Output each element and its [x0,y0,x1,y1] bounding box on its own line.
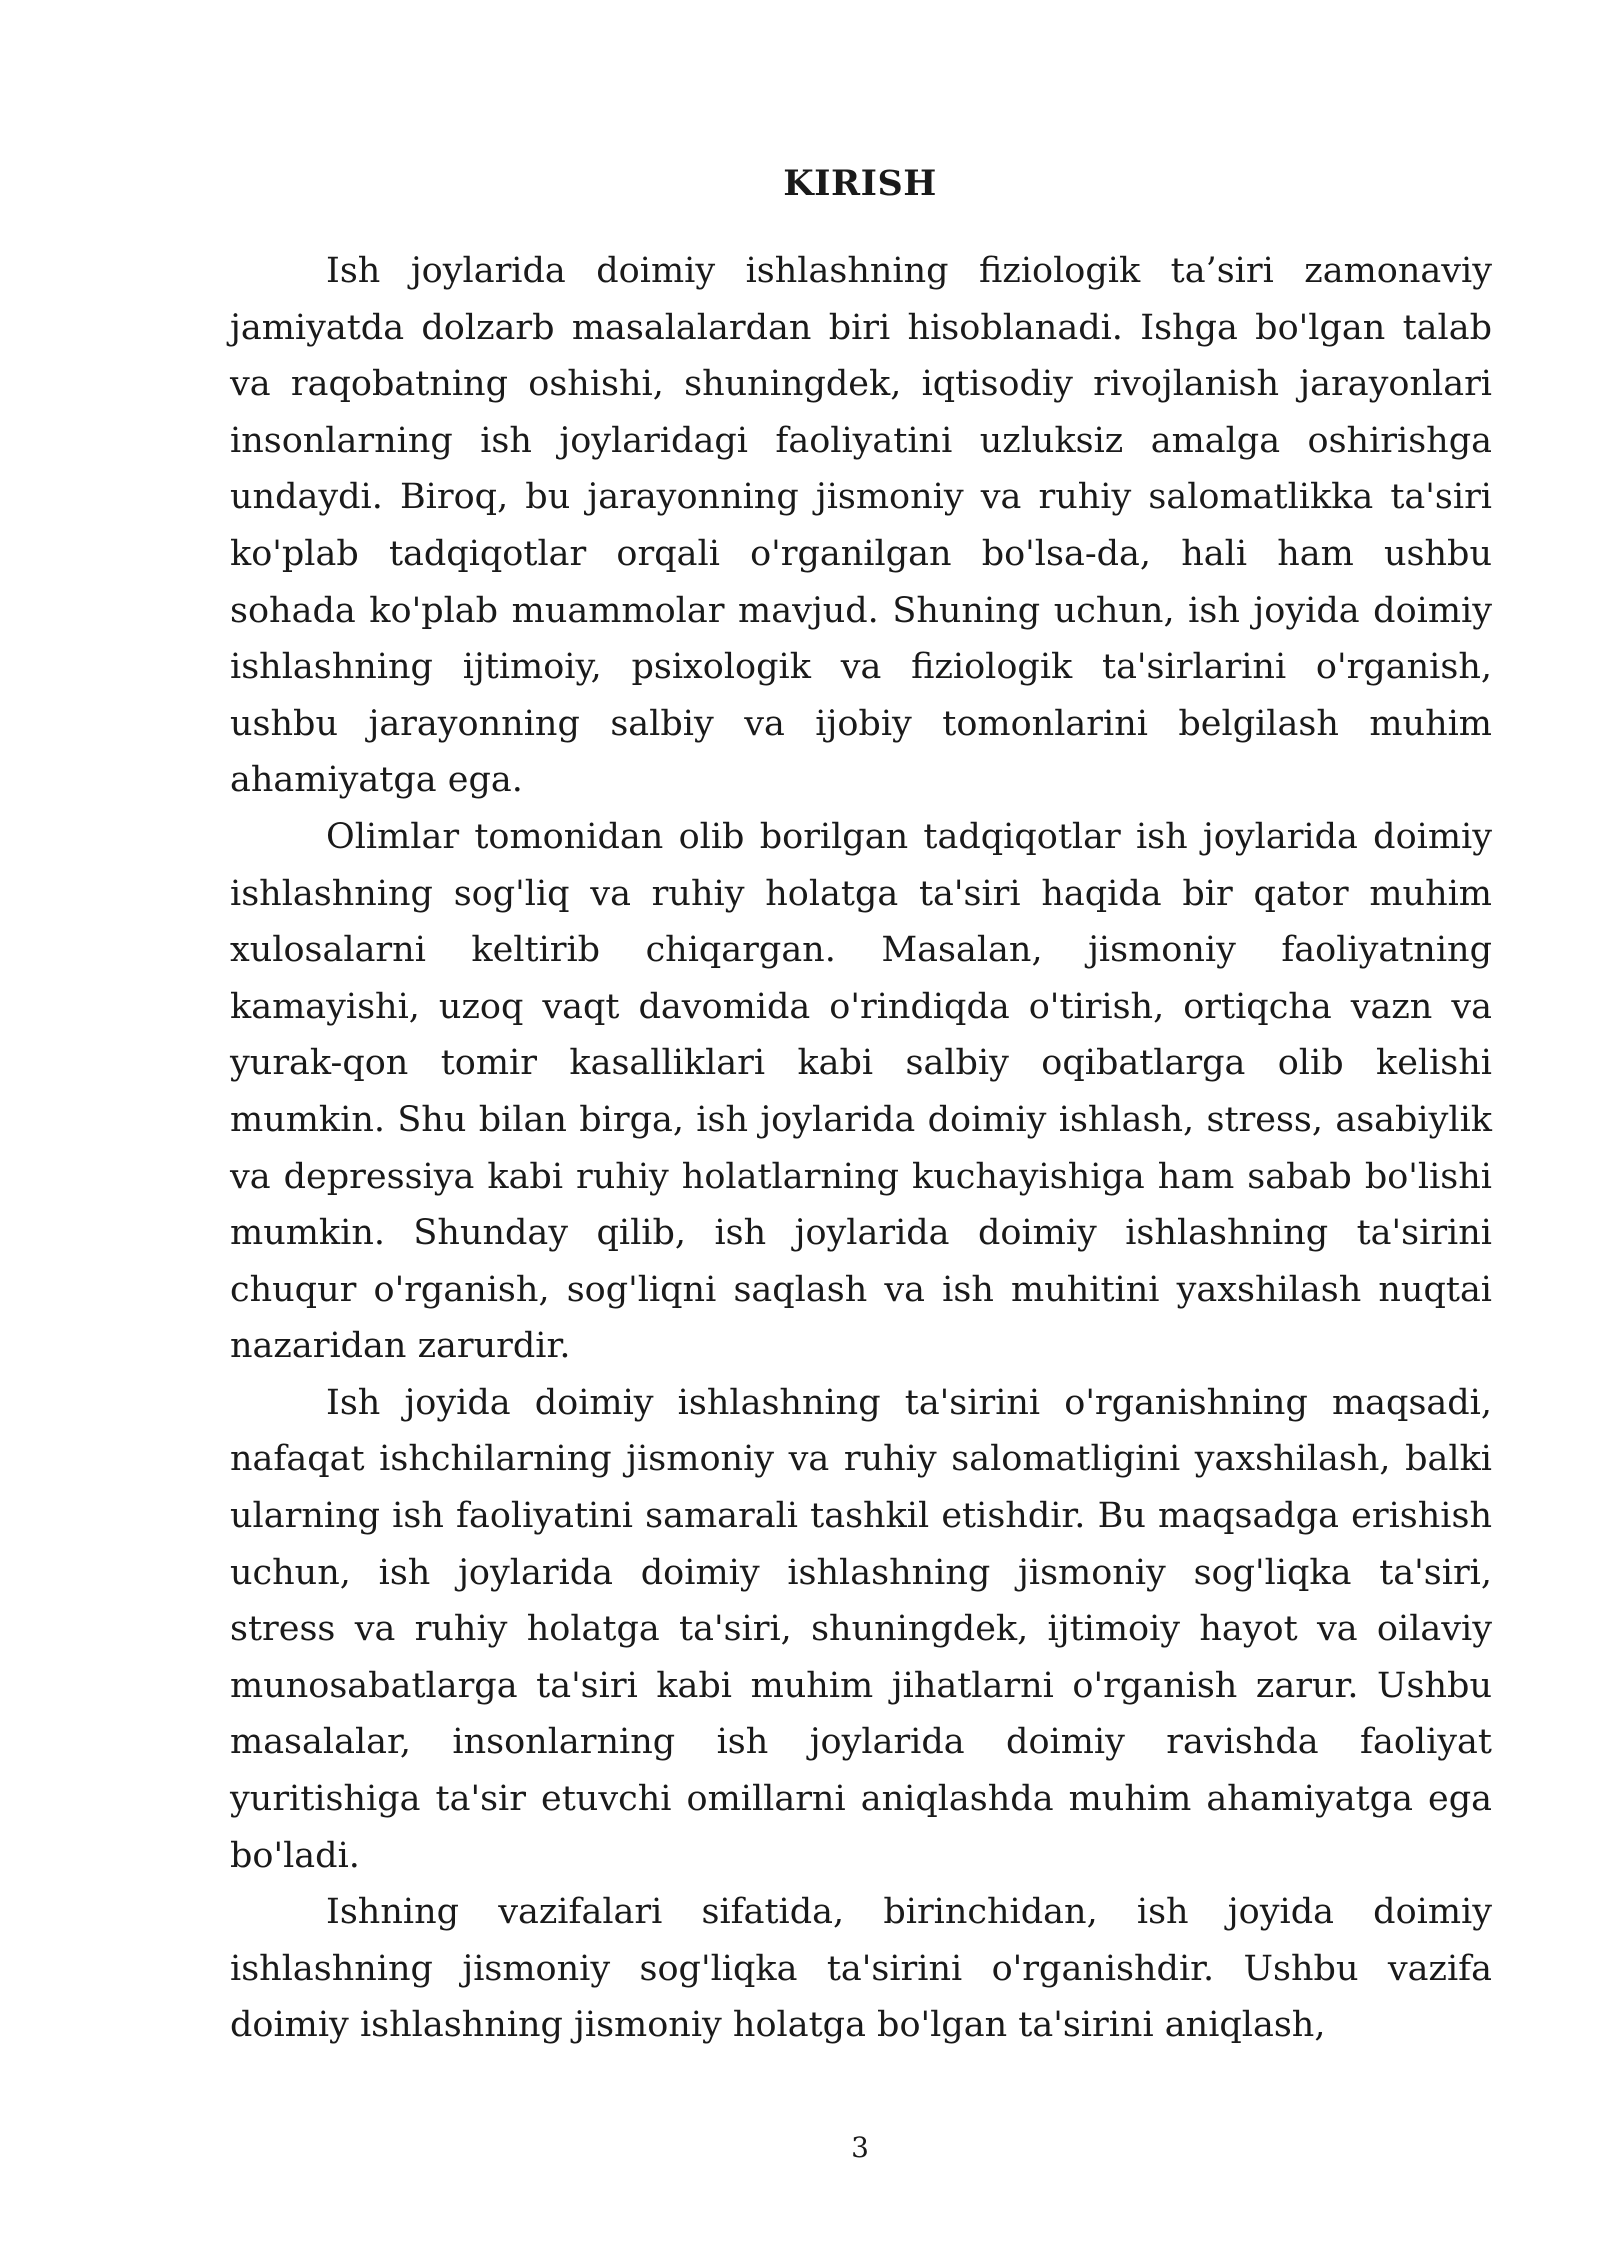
paragraph: Olimlar tomonidan olib borilgan tadqiqotlar ish joylarida doimiy ishlashning sog'liq va ruhiy holatga ta'siri haqida bir qator muhim xulosalarni keltirib chiqargan. Masalan, jismoniy faoliyatning kamayishi, uzoq vaqt davomida o'rindiqda o'tirish, ortiqcha vazn va yurak-qon tomir kasalliklari kabi salbiy oqibatlarga olib kelishi mumkin. Shu bilan birga, ish joylarida doimiy ishlash, stress, asabiylik va depressiya kabi ruhiy holatlarning kuchayishiga ham sabab bo'lishi mumkin. Shunday qilib, ish joylarida doimiy ishlashning ta'sirini chuqur o'rganish, sog'liqni saqlash va ish muhitini yaxshilash nuqtai nazaridan zarurdir. [230,816,1492,1367]
paragraph: Ishning vazifalari sifatida, birinchidan, ish joyida doimiy ishlashning jismoniy sog'liqka ta'sirini o'rganishdir. Ushbu vazifa doimiy ishlashning jismoniy holatga bo'lgan ta'sirini aniqlash, [230,1892,1492,2046]
body-text [230,243,1492,2054]
page-number: 3 [851,2131,869,2164]
paragraph: Ish joylarida doimiy ishlashning fiziologik ta’siri zamonaviy jamiyatda dolzarb masalalardan biri hisoblanadi. Ishga bo'lgan talab va raqobatning oshishi, shuningdek, iqtisodiy rivojlanish jarayonlari insonlarning ish joylaridagi faoliyatini uzluksiz amalga oshirishga undaydi. Biroq, bu jarayonning jismoniy va ruhiy salomatlikka ta'siri ko'plab tadqiqotlar orqali o'rganilgan bo'lsa-da, hali ham ushbu sohada ko'plab muammolar mavjud. Shuning uchun, ish joyida doimiy ishlashning ijtimoiy, psixologik va fiziologik ta'sirlarini o'rganish, ushbu jarayonning salbiy va ijobiy tomonlarini belgilash muhim ahamiyatga ega. [230,251,1492,801]
paragraph: Ish joyida doimiy ishlashning ta'sirini o'rganishning maqsadi, nafaqat ishchilarning jismoniy va ruhiy salomatligini yaxshilash, balki ularning ish faoliyatini samarali tashkil etishdir. Bu maqsadga erishish uchun, ish joylarida doimiy ishlashning jismoniy sog'liqka ta'siri, stress va ruhiy holatga ta'siri, shuningdek, ijtimoiy hayot va oilaviy munosabatlarga ta'siri kabi muhim jihatlarni o'rganish zarur. Ushbu masalalar, insonlarning ish joylarida doimiy ravishda faoliyat yuritishiga ta'sir etuvchi omillarni aniqlashda muhim ahamiyatga ega bo'ladi. [230,1382,1492,1876]
section-title: KIRISH [783,163,937,204]
